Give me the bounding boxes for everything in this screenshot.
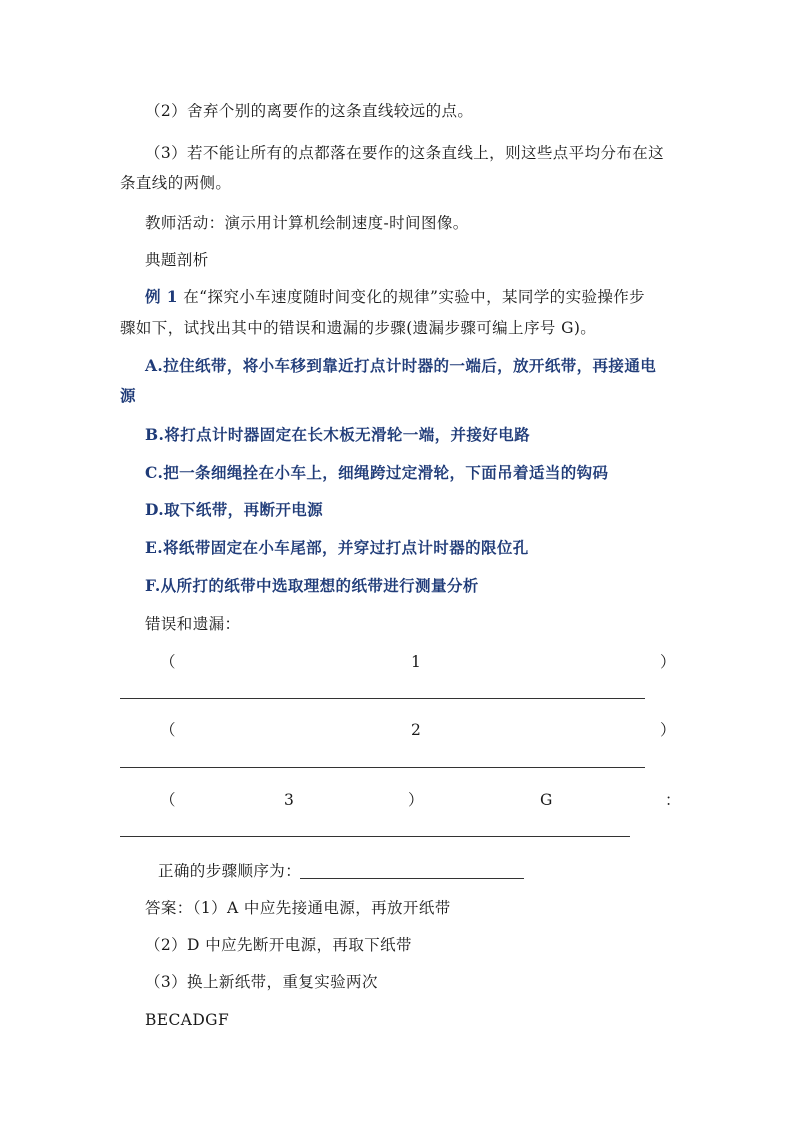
step-a-line1: A.拉住纸带，将小车移到靠近打点计时器的一端后，放开纸带，再接通电 xyxy=(145,356,657,375)
blank2-close-paren: ） xyxy=(660,721,676,739)
blank1-close-paren: ） xyxy=(660,653,676,671)
example-question-line2: 骤如下，试找出其中的错误和遗漏的步骤(遗漏步骤可编上序号 G)。 xyxy=(120,319,597,337)
step-d: D.取下纸带，再断开电源 xyxy=(145,500,324,519)
paragraph-point-3-line2: 条直线的两侧。 xyxy=(120,174,232,192)
blank3-number: 3 xyxy=(284,791,294,809)
paragraph-point-3-line1: （3）若不能让所有的点都落在要作的这条直线上，则这些点平均分布在这 xyxy=(145,144,665,162)
errors-label: 错误和遗漏： xyxy=(145,615,241,633)
paragraph-point-2: （2）舍弃个别的离要作的这条直线较远的点。 xyxy=(145,102,474,120)
step-c: C.把一条细绳拴在小车上，细绳跨过定滑轮，下面吊着适当的钩码 xyxy=(145,463,609,482)
step-f: F.从所打的纸带中选取理想的纸带进行测量分析 xyxy=(145,576,479,595)
example-label: 例 1 xyxy=(145,287,178,306)
blank1-open-paren: （ xyxy=(160,653,176,671)
blank2-number: 2 xyxy=(411,721,421,739)
example-question-line1 xyxy=(145,287,645,307)
answer-line-2[interactable] xyxy=(120,767,645,768)
teacher-activity: 教师活动：演示用计算机绘制速度-时间图像。 xyxy=(145,214,469,232)
blank3-colon: ： xyxy=(665,791,681,809)
step-e: E.将纸带固定在小车尾部，并穿过打点计时器的限位孔 xyxy=(145,538,529,557)
answer-line-3[interactable] xyxy=(120,836,630,837)
answer-line-1[interactable] xyxy=(120,698,645,699)
answer-line-a1: 答案：（1）A 中应先接通电源，再放开纸带 xyxy=(145,899,451,917)
example-question-text: 在“探究小车速度随时间变化的规律”实验中，某同学的实验操作步 xyxy=(177,288,646,306)
blank2-open-paren: （ xyxy=(160,721,176,739)
blank3-open-paren: （ xyxy=(160,791,176,809)
answer-line-a2: （2）D 中应先断开电源，再取下纸带 xyxy=(145,936,412,954)
blank3-letter-g: G xyxy=(540,791,553,809)
blank3-close-paren: ） xyxy=(408,791,424,809)
blank1-number: 1 xyxy=(411,653,421,671)
order-label: 正确的步骤顺序为： xyxy=(158,862,302,880)
step-a-line2: 源 xyxy=(120,386,136,405)
answer-order: BECADGF xyxy=(145,1011,230,1029)
answer-line-a3: （3）换上新纸带，重复实验两次 xyxy=(145,973,378,991)
section-heading: 典题剖析 xyxy=(145,251,209,269)
order-answer-line[interactable] xyxy=(300,878,524,879)
step-b: B.将打点计时器固定在长木板无滑轮一端，并接好电路 xyxy=(145,425,530,444)
